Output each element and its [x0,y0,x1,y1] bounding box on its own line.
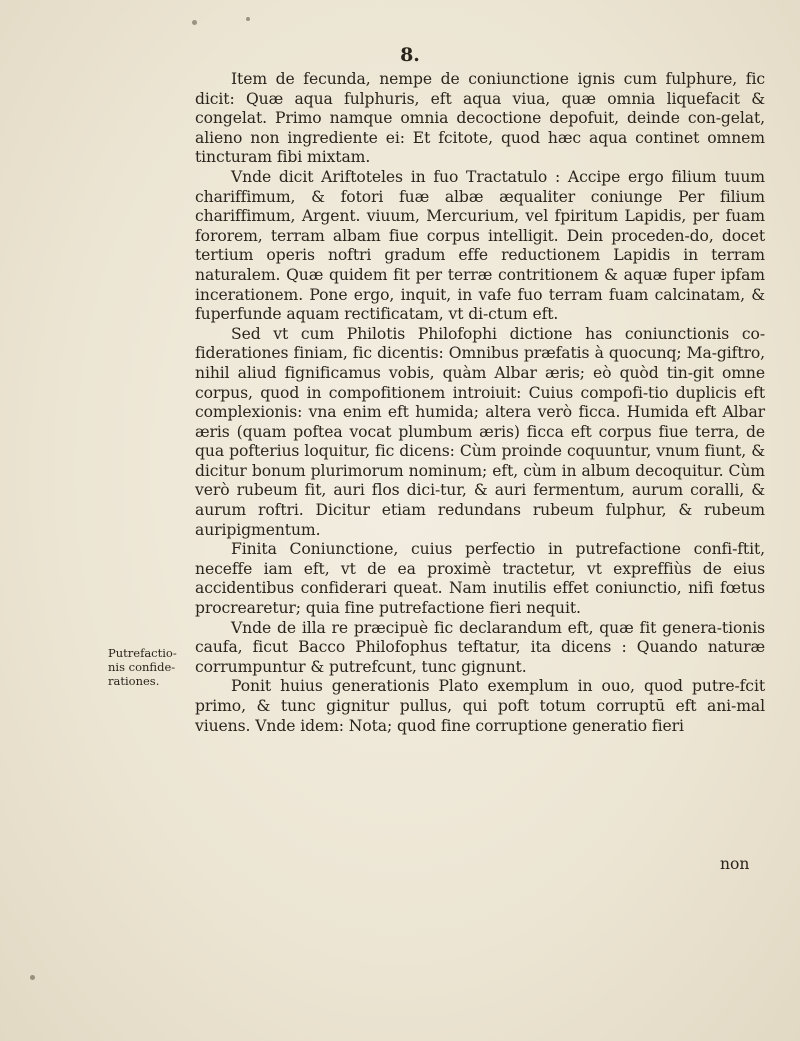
margin-note-line: rationes. [108,674,160,688]
paragraph-2: Vnde dicit Ariftoteles in fuo Tractatulo : Accipe ergo filium tuum chariffimum, & fotori fuæ albæ æqualiter coniunge Per filium chariffimum, Argent. viuum, Mercurium, vel fpiritum Lapidis, per fuam fororem, terram albam fiue corpus intelligit. Dein proceden-do, docet tertium operis noftri gradum effe reductionem Lapidis in terram naturalem. Quæ quidem fit per terræ contritionem & aquæ fuper ipfam incerationem. Pone ergo, inquit, in vafe fuo terram fuam calcinatam, & fuperfunde aquam rectificatam, vt di-ctum eft. [195,167,765,324]
margin-note [108,646,188,688]
ink-speck [192,20,197,25]
catchword: non [720,855,750,873]
margin-note-line: Putrefactio- [108,646,177,660]
body-text [195,70,765,736]
paragraph-6: Ponit huius generationis Plato exemplum in ouo, quod putre-fcit primo, & tunc gignitur pullus, qui poft totum corruptū eft ani-mal viuens. Vnde idem: Nota; quod fine corruptione generatio fieri [195,677,765,735]
page-number: 8. [400,44,420,66]
paragraph-3: Sed vt cum Philotis Philofophi dictione has coniunctionis co-fiderationes finiam, fic dicentis: Omnibus præfatis à quocunq; Ma-giftro, nihil aliud fignificamus vobis, quàm Albar æris; eò quòd tin-git omne corpus, quod in compofitionem introiuit: Cuius compofi-tio duplicis eft complexionis: vna enim eft humida; altera verò ficca. Humida eft Albar æris (quam poftea vocat plumbum æris) ficca eft corpus fiue terra, de qua pofterius loquitur, fic dicens: Cùm proinde coquuntur, vnum fiunt, & dicitur bonum plurimorum nominum; eft, cùm in album decoquitur. Cùm verò rubeum fit, auri flos dici-tur, & auri fermentum, aurum coralli, & aurum roftri. Dicitur etiam redundans rubeum fulphur, & rubeum auripigmentum. [195,324,765,539]
margin-note-line: nis confide- [108,660,176,674]
paragraph-4: Finita Coniunctione, cuius perfectio in putrefactione confi-ftit, neceffe iam eft, vt de ea proximè tractetur, vt expreffiùs de eius accidentibus confiderari queat. Nam inutilis effet coniunctio, nifi fœtus procrearetur; quia fine putrefactione fieri nequit. [195,540,765,618]
paragraph-5: Vnde de illa re præcipuè fic declarandum eft, quæ fit genera-tionis caufa, ficut Bacco Philofophus teftatur, ita dicens : Quando naturæ corrumpuntur & putrefcunt, tunc gignunt. [195,618,765,676]
paragraph-1: Item de fecunda, nempe de coniunctione ignis cum fulphure, fic dicit: Quæ aqua fulphuris, eft aqua viua, quæ omnia liquefacit & congelat. Primo namque omnia decoctione depofuit, deinde con-gelat, alieno non ingrediente ei: Et fcitote, quod hæc aqua continet omnem tincturam fibi mixtam. [195,70,765,167]
ink-speck [30,975,35,980]
ink-speck [246,17,250,21]
